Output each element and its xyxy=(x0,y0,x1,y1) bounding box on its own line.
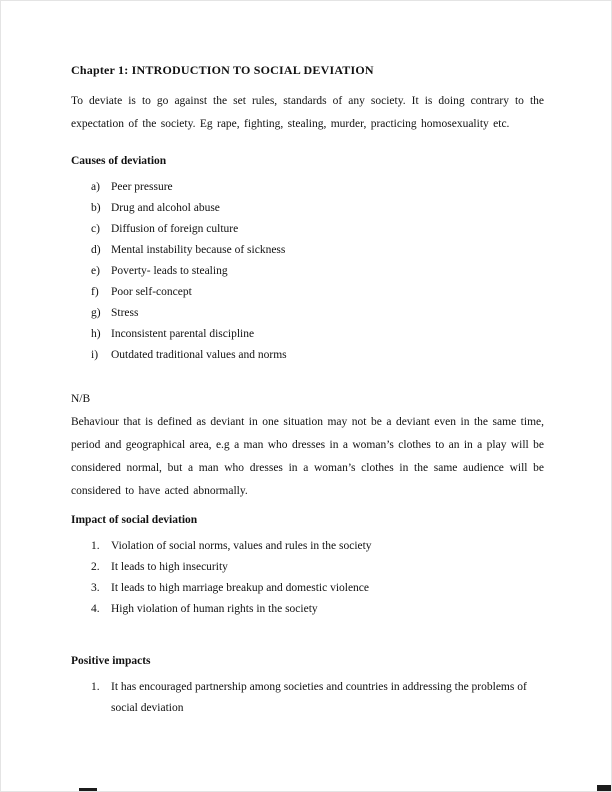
list-text: High violation of human rights in the society xyxy=(111,603,318,615)
list-text: Inconsistent parental discipline xyxy=(111,328,255,340)
list-text: It has encouraged partnership among societies and countries in addressing the problems of social deviation xyxy=(111,681,527,714)
list-marker: 1. xyxy=(91,681,100,693)
list-marker: i) xyxy=(91,349,99,361)
list-item xyxy=(91,303,544,324)
causes-heading: Causes of deviation xyxy=(71,155,167,167)
note-block xyxy=(71,388,544,503)
scan-artifact xyxy=(597,785,611,791)
chapter-heading: Chapter 1: INTRODUCTION TO SOCIAL DEVIATION xyxy=(71,63,374,77)
list-text: Violation of social norms, values and rules in the society xyxy=(111,540,372,552)
list-item xyxy=(91,345,544,366)
list-item xyxy=(91,240,544,261)
list-marker: 4. xyxy=(91,603,100,615)
list-text: Stress xyxy=(111,307,139,319)
scan-artifact xyxy=(79,788,97,791)
list-text: Poverty- leads to stealing xyxy=(111,265,228,277)
impact-heading: Impact of social deviation xyxy=(71,514,198,526)
intro-paragraph: To deviate is to go against the set rules, standards of any society. It is doing contrary to the expectation of the society. Eg rape, fighting, stealing, murder, practicing homosexuality etc. xyxy=(71,95,544,130)
list-marker: b) xyxy=(91,202,101,214)
list-item xyxy=(91,219,544,240)
list-item xyxy=(91,677,544,719)
list-marker: e) xyxy=(91,265,100,277)
list-marker: 2. xyxy=(91,561,100,573)
list-marker: g) xyxy=(91,307,101,319)
list-item xyxy=(91,557,544,578)
list-marker: 3. xyxy=(91,582,100,594)
note-label: N/B xyxy=(71,393,91,405)
list-item xyxy=(91,198,544,219)
impact-list xyxy=(91,536,544,620)
list-text: Diffusion of foreign culture xyxy=(111,223,239,235)
list-marker: f) xyxy=(91,286,99,298)
list-marker: 1. xyxy=(91,540,100,552)
list-item xyxy=(91,536,544,557)
list-text: Peer pressure xyxy=(111,181,173,193)
list-item xyxy=(91,324,544,345)
list-item xyxy=(91,261,544,282)
list-item xyxy=(91,282,544,303)
list-text: Outdated traditional values and norms xyxy=(111,349,287,361)
positive-impacts-heading: Positive impacts xyxy=(71,655,151,667)
note-paragraph: Behaviour that is defined as deviant in one situation may not be a deviant even in the same time, period and geographical area, e.g a man who dresses in a woman’s clothes to an in a play will be considered normal, but a man who dresses in a woman’s clothes in the same audience will be considered to have acted abnormally. xyxy=(71,416,544,497)
list-marker: a) xyxy=(91,181,100,193)
list-item xyxy=(91,578,544,599)
list-item xyxy=(91,177,544,198)
list-text: Mental instability because of sickness xyxy=(111,244,286,256)
positive-impacts-list xyxy=(91,677,544,719)
causes-list xyxy=(91,177,544,366)
list-marker: d) xyxy=(91,244,101,256)
list-text: It leads to high insecurity xyxy=(111,561,228,573)
list-marker: c) xyxy=(91,223,100,235)
list-marker: h) xyxy=(91,328,101,340)
list-text: Poor self-concept xyxy=(111,286,192,298)
list-item xyxy=(91,599,544,620)
list-text: Drug and alcohol abuse xyxy=(111,202,220,214)
list-text: It leads to high marriage breakup and domestic violence xyxy=(111,582,370,594)
